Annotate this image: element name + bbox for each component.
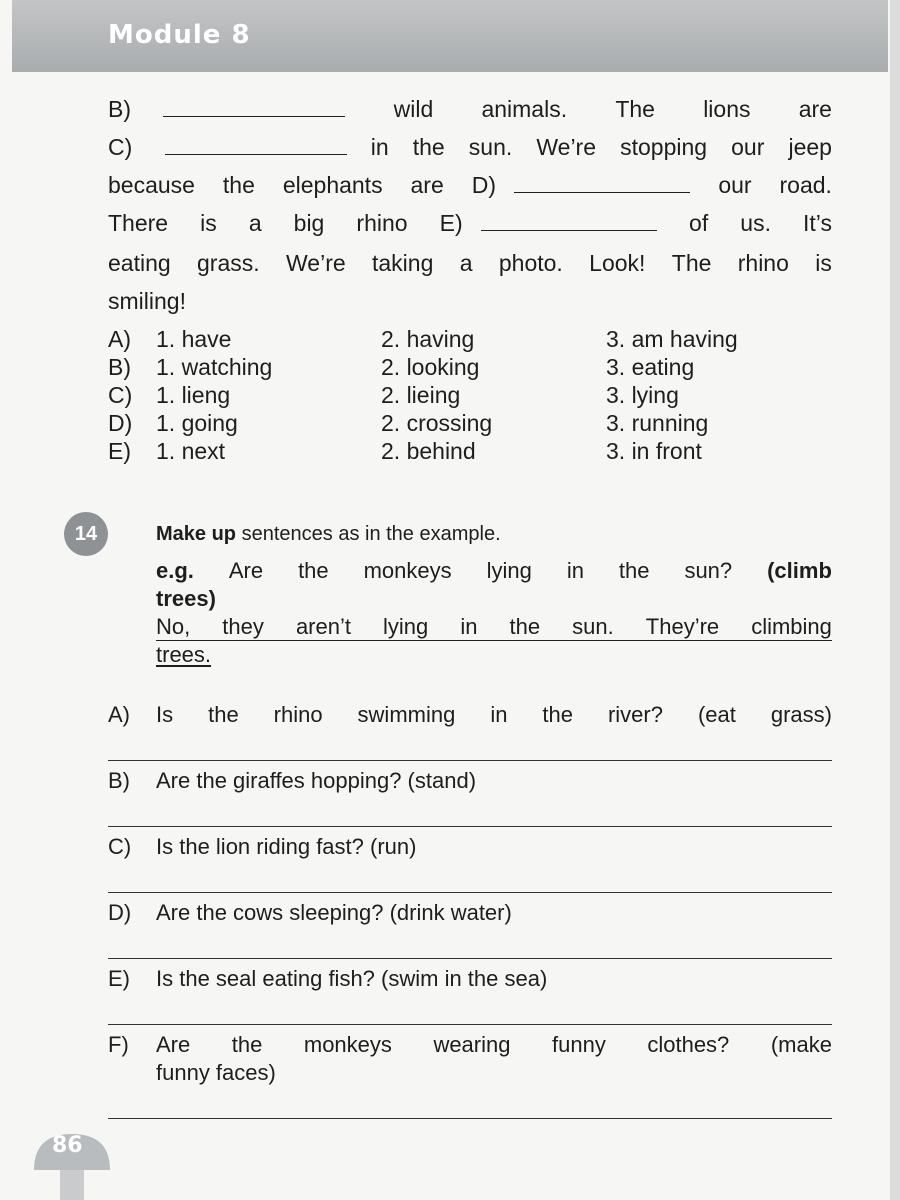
option-choice[interactable]: 3. am having <box>606 326 738 352</box>
module-title: Module 8 <box>108 20 251 50</box>
option-choice[interactable]: 2. lieing <box>381 382 461 408</box>
gap-blank-d[interactable] <box>514 172 690 193</box>
gap-letter: B) <box>108 96 131 122</box>
option-choice[interactable]: 1. lieng <box>156 382 231 408</box>
gap-letter: C) <box>108 134 133 160</box>
passage-line: C) in the sun. We’re stopping our jeep <box>108 134 832 160</box>
gap-letter: E) <box>439 210 463 236</box>
passage-line: because the elephants are D) our road. <box>108 172 832 198</box>
page-edge <box>890 0 900 1200</box>
answer-line-c[interactable] <box>108 892 832 893</box>
option-choice[interactable]: 2. crossing <box>381 410 493 436</box>
option-choice[interactable]: 1. next <box>156 438 226 464</box>
answer-line-f[interactable] <box>108 1118 832 1119</box>
option-choice[interactable]: 2. looking <box>381 354 480 380</box>
passage-line: There is a big rhino E) of us. It’s <box>108 210 832 236</box>
passage-line: B) wild animals. The lions are <box>108 96 832 122</box>
page-number: 86 <box>52 1133 83 1158</box>
option-choice[interactable]: 2. having <box>381 326 475 352</box>
option-choice[interactable]: 2. behind <box>381 438 476 464</box>
option-choice[interactable]: 1. have <box>156 326 232 352</box>
passage-line: smiling! <box>108 288 186 314</box>
exercise-instruction: Make up sentences as in the example. <box>156 523 501 545</box>
gap-blank-c[interactable] <box>165 134 347 155</box>
answer-line-b[interactable] <box>108 826 832 827</box>
option-choice[interactable]: 1. going <box>156 410 238 436</box>
option-choice[interactable]: 3. running <box>606 410 709 436</box>
answer-line-a[interactable] <box>108 760 832 761</box>
option-choice[interactable]: 1. watching <box>156 354 273 380</box>
gap-letter: D) <box>471 172 496 198</box>
exercise-number-badge: 14 <box>64 512 108 556</box>
option-choice[interactable]: 3. lying <box>606 382 679 408</box>
option-choice[interactable]: 3. eating <box>606 354 695 380</box>
option-choice[interactable]: 3. in front <box>606 438 702 464</box>
answer-line-e[interactable] <box>108 1024 832 1025</box>
module-header-bar <box>12 0 888 72</box>
passage-line: eating grass. We’re taking a photo. Look! The rhino is <box>108 250 832 276</box>
answer-line-d[interactable] <box>108 958 832 959</box>
gap-blank-b[interactable] <box>163 96 345 117</box>
gap-blank-e[interactable] <box>481 210 657 231</box>
